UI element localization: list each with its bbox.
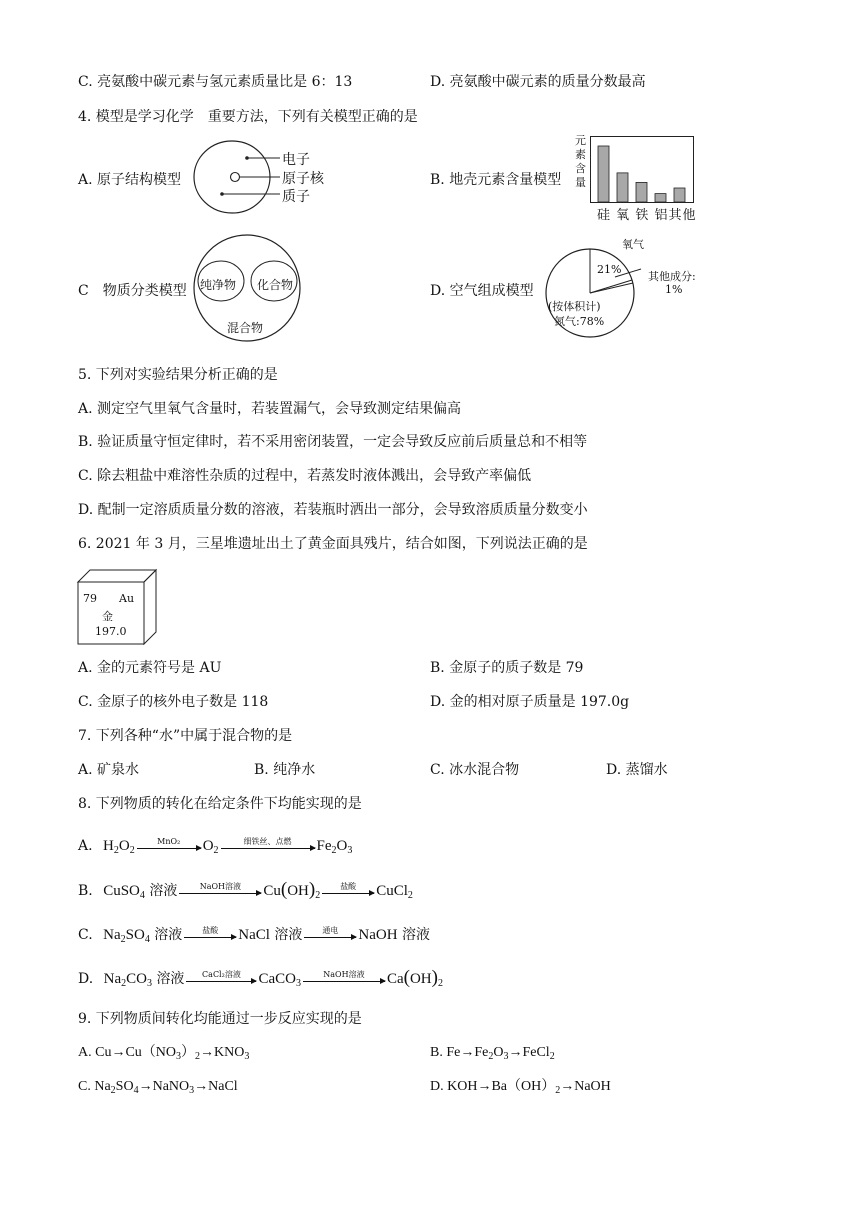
q4-option-b: B. 地壳元素含量模型 [430,172,562,188]
arrow-cacl2: CaCl₂溶液 [186,977,256,982]
q9-option-b: B. $Fe\to Fe_2O_3\to FeCl_2$ [430,1045,555,1062]
q5-stem: 5. 下列对实验结果分析正确的是 [78,367,278,383]
q6-option-c: C. 金原子的核外电子数是 118 [78,694,269,710]
q4-option-a: A. 原子结构模型 [78,172,182,188]
q4-option-d: D. 空气组成模型 [430,283,534,299]
q8-stem: 8. 下列物质的转化在给定条件下均能实现的是 [78,796,362,812]
air-label-nitrogen: 氮气:78% [554,315,605,328]
atom-label-nucleus: 原子核 [282,171,324,187]
gold-atomic-mass: 197.0 [95,625,127,638]
q9-option-c: C. $Na_2SO_4\to NaNO_3\to NaCl$ [78,1079,238,1096]
crust-bar-1 [617,173,628,202]
q4-option-c: C 物质分类模型 [78,283,187,299]
q9-option-d: D. $KOH\to Ba(OH)_2\to NaOH$ [430,1079,611,1096]
atom-model-figure [190,136,350,218]
air-label-oxygen-pct: 21% [597,263,622,276]
crust-chart-ylabel: 元 素 含 量 [575,134,586,189]
q5-option-a: A. 测定空气里氧气含量时，若装置漏气，会导致测定结果偏高 [78,401,462,417]
crust-cat-al: 铝 [654,208,669,223]
crust-chart-categories [597,204,697,223]
q8-option-b: B. CuSO$_4$ 溶液 NaOH溶液 $Cu(OH)_2$ 盐酸 CuCl$_2$ [78,879,413,901]
crust-cat-fe: 铁 [635,208,650,223]
arrow-mno2: MnO₂ [137,844,201,849]
q7-option-c: C. 冰水混合物 [430,762,520,778]
class-label-mixture: 混合物 [227,321,264,335]
arrow-hcl-2: 盐酸 [184,933,236,938]
q6-option-b: B. 金原子的质子数是 79 [430,660,584,676]
crust-bar-4 [674,188,685,202]
q5-option-b: B. 验证质量守恒定律时，若不采用密闭装置，一定会导致反应前后质量总和不相等 [78,434,588,450]
arrow-electrolysis: 通电 [304,933,356,938]
arrow-naoh: NaOH溶液 [179,889,261,894]
air-label-other: 其他成分: [648,270,696,283]
q8-option-d: D. $Na_2CO_3$ 溶液 CaCl₂溶液 CaCO$_3$ NaOH溶液 $Ca(OH)_2$ [78,967,443,989]
q9-stem: 9. 下列物质间转化均能通过一步反应实现的是 [78,1011,362,1027]
air-label-oxygen: 氧气 [622,238,644,251]
class-label-pure: 纯净物 [200,278,237,292]
class-label-compound: 化合物 [257,278,294,292]
q7-stem: 7. 下列各种“水”中属于混合物的是 [78,728,293,744]
crust-bar-3 [655,194,666,202]
crust-element-chart [590,136,695,204]
gold-name: 金 [102,610,113,623]
q5-option-d: D. 配制一定溶质质量分数的溶液，若装瓶时洒出一部分，会导致溶质质量分数变小 [78,502,588,518]
crust-bar-0 [598,146,609,202]
crust-bar-2 [636,182,647,202]
arrow-naoh-2: NaOH溶液 [303,977,385,982]
q8-option-c: C. $Na_2SO_4$ 溶液 盐酸 NaCl 溶液 通电 NaOH 溶液 [78,925,430,945]
crust-cat-other: 其他 [668,208,697,223]
arrow-iron-ignite: 细铁丝、点燃 [221,844,315,849]
q3-option-d: D. 亮氨酸中碳元素的质量分数最高 [430,74,646,90]
q5-option-c: C. 除去粗盐中难溶性杂质的过程中，若蒸发时液体溅出，会导致产率偏低 [78,468,532,484]
q6-option-d: D. 金的相对原子质量是 197.0g [430,694,630,710]
air-label-by-volume: (按体积计) [548,300,601,313]
atom-label-proton: 质子 [282,189,310,205]
q9-option-a: A. $Cu\to Cu(NO_3)_2\to KNO_3$ [78,1045,250,1062]
q6-stem: 6. 2021 年 3 月，三星堆遗址出土了黄金面具残片，结合如图，下列说法正确的是 [78,536,588,552]
crust-cat-si: 硅 [597,208,612,223]
q7-option-d: D. 蒸馏水 [606,762,668,778]
q4-stem: 4. 模型是学习化学 重要方法，下列有关模型正确的是 [78,109,418,125]
q7-option-a: A. 矿泉水 [78,762,140,778]
q8-option-a: A. $H_2O_2$ MnO₂ $O_2$ 细铁丝、点燃 $Fe_2O_3$ [78,836,353,856]
q7-option-b: B. 纯净水 [254,762,316,778]
gold-symbol: Au [119,592,135,605]
air-label-other-pct: 1% [665,283,683,296]
q6-option-a: A. 金的元素符号是 AU [78,660,222,676]
q3-option-c: C. 亮氨酸中碳元素与氢元素质量比是 6：13 [78,74,353,90]
crust-cat-o: 氧 [616,208,631,223]
atom-label-electron: 电子 [282,152,310,168]
arrow-hcl: 盐酸 [322,889,374,894]
gold-atomic-number: 79 [83,592,97,605]
